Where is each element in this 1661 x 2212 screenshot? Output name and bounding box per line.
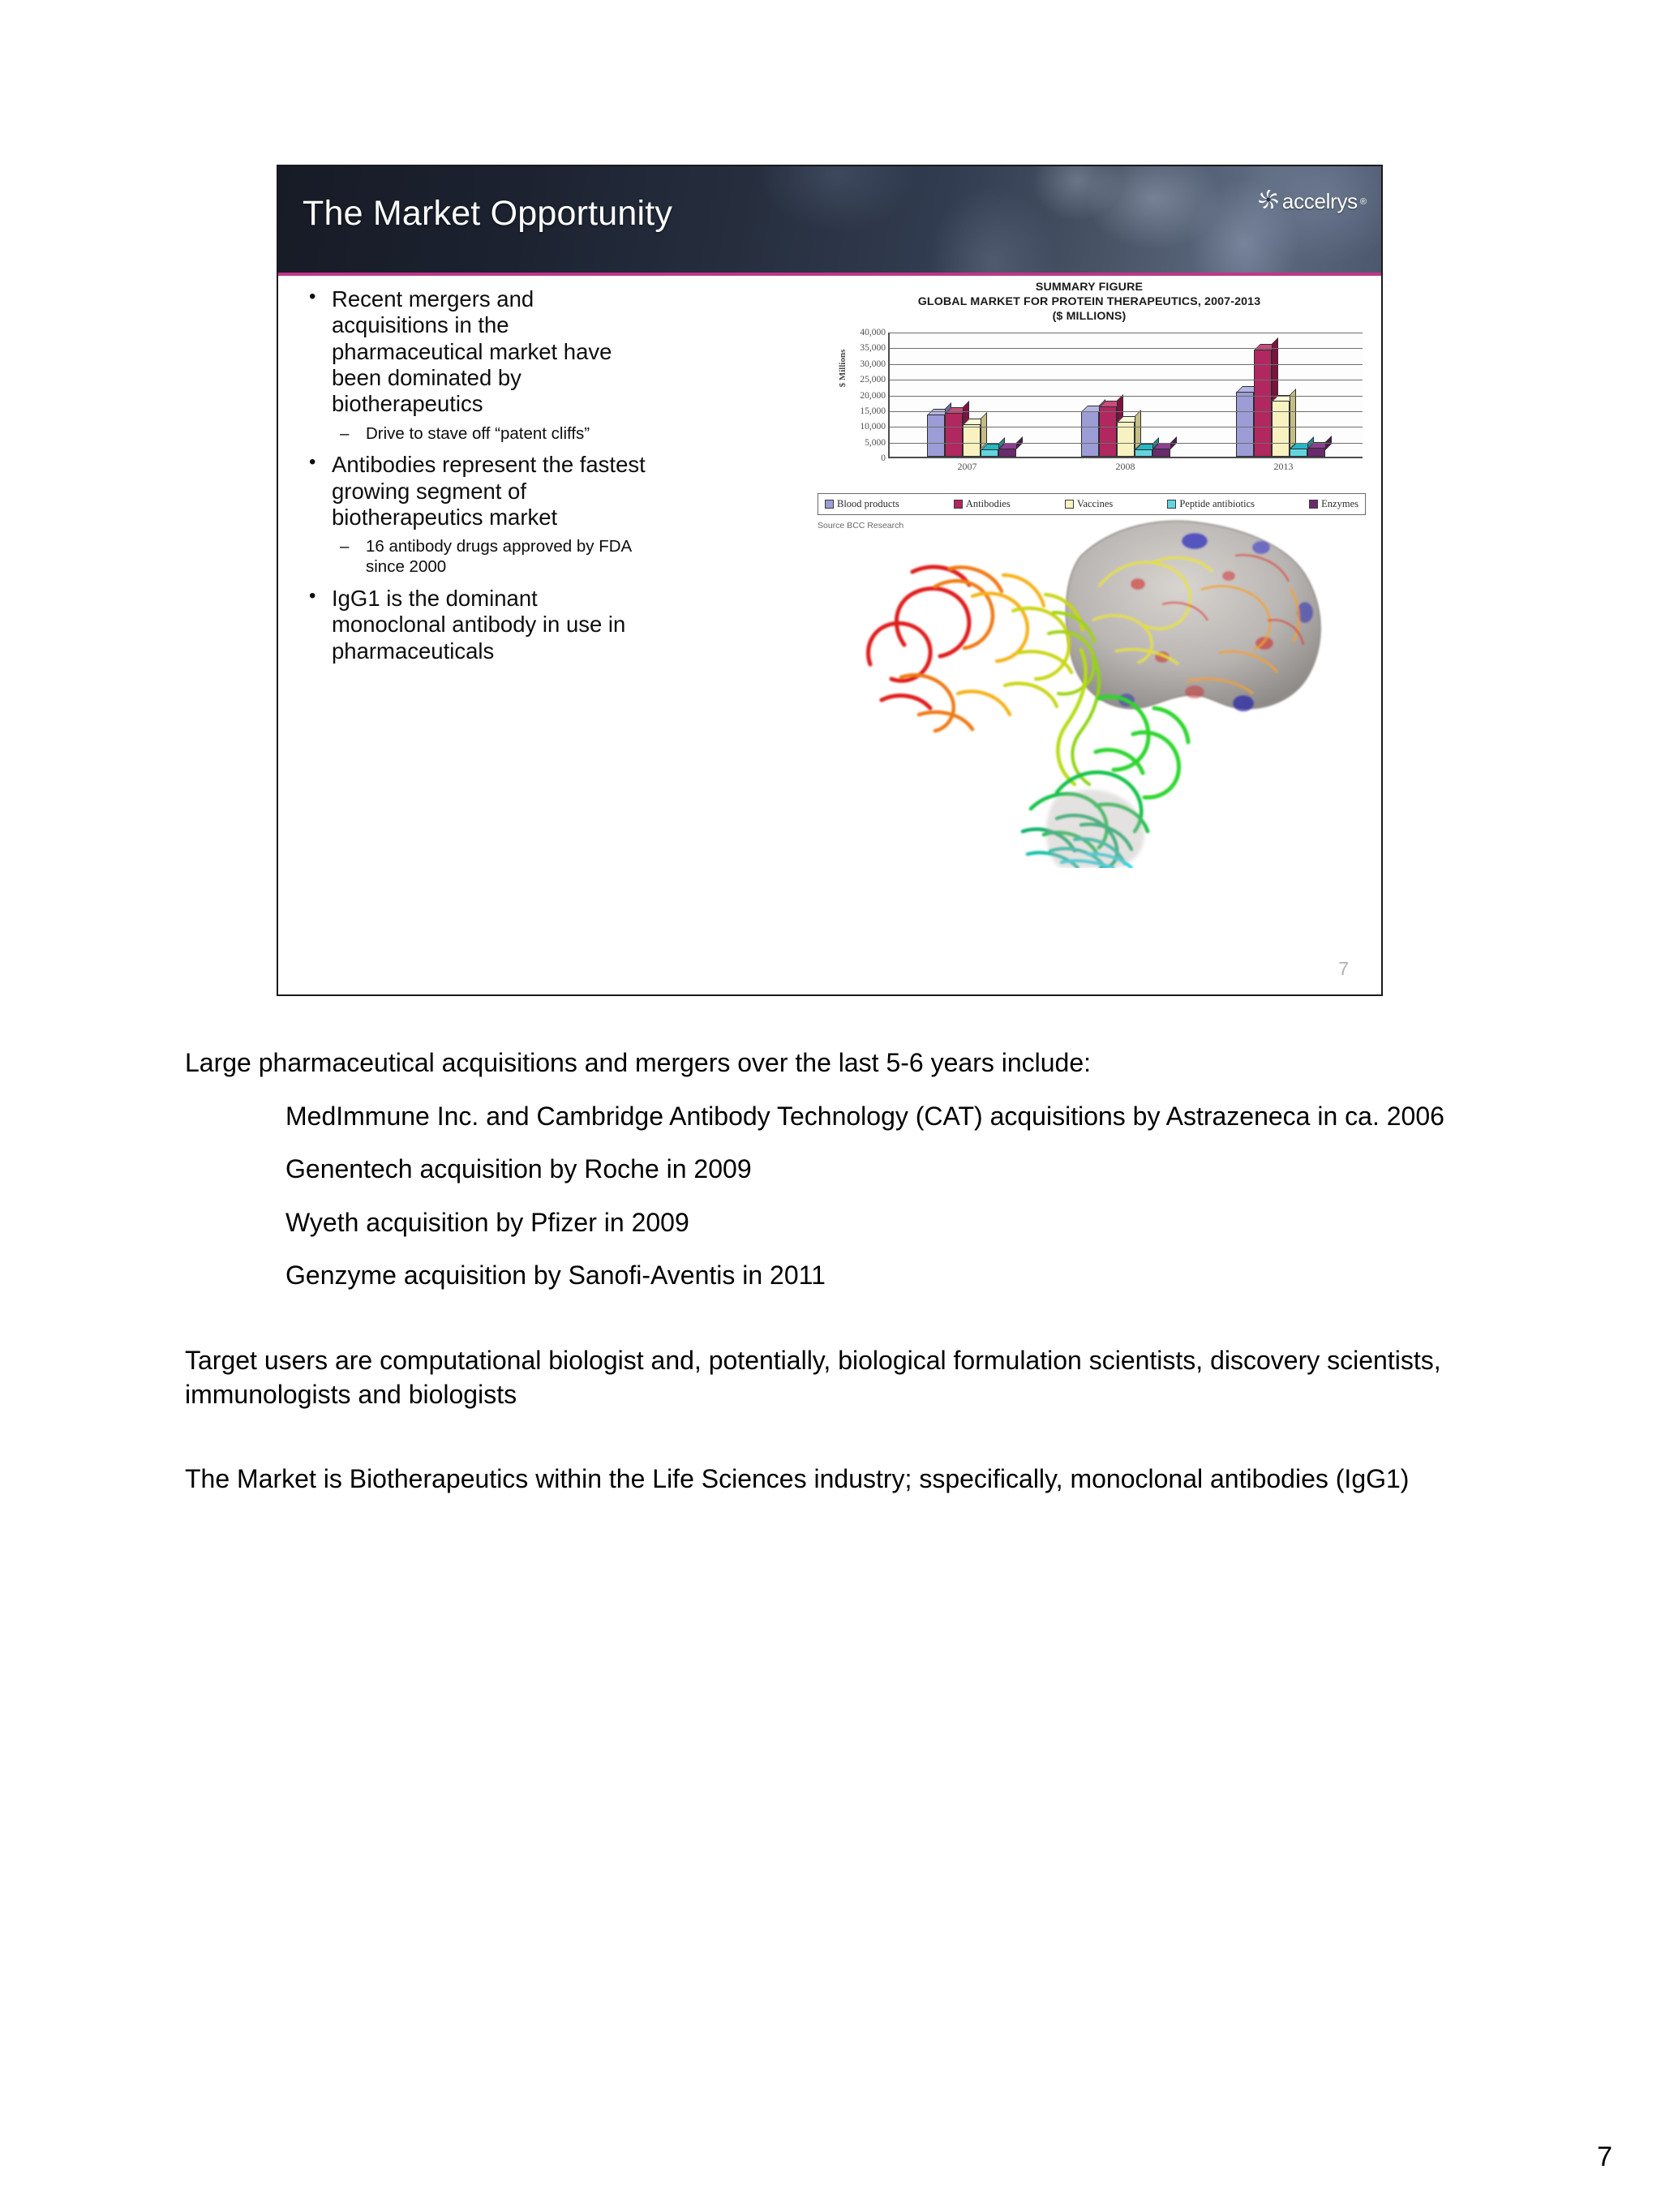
notes-list-item: MedImmune Inc. and Cambridge Antibody Technology (CAT) acquisitions by Astrazeneca in ca. 2006 [285,1101,1444,1131]
notes-list-item: Genzyme acquisition by Sanofi-Aventis in 2011 [285,1261,826,1291]
slide-number: 7 [1338,958,1349,979]
bullet-subitem: – Drive to stave off “patent cliffs” [298,424,646,445]
chart-legend-label: Antibodies [965,498,1011,510]
notes-section [0,1046,1661,1497]
chart-y-tick-label: 35,000 [860,343,886,354]
chart-gridline [890,396,1363,397]
chart-bar [1254,350,1272,457]
chart-title [809,280,1369,324]
chart-bar [1152,449,1170,457]
chart-y-tick-label: 20,000 [860,390,886,401]
page-number: 7 [1597,2141,1612,2172]
chart-title-line2: GLOBAL MARKET FOR PROTEIN THERAPEUTICS, 2007-2013 [917,295,1261,309]
chart-legend-label: Enzymes [1321,498,1358,510]
chart-plot-area [809,328,1369,473]
bullet-item: • IgG1 is the dominant monoclonal antibody in use in pharmaceuticals [298,586,646,664]
chart-source-note: Source BCC Research [818,521,904,531]
chart-bar-group [1236,333,1325,457]
chart-gridline [890,348,1363,349]
notes-intro-line: Large pharmaceutical acquisitions and mergers over the last 5-6 years include: [185,1048,1092,1077]
chart-gridline [890,411,1363,412]
chart-bar [1099,406,1117,457]
chart-bar [1135,449,1152,457]
chart-x-axis-labels [888,461,1363,473]
chart-bar [1236,392,1254,457]
chart-legend-label: Vaccines [1076,498,1114,510]
chart-bar [963,424,981,457]
chart-gridline [890,364,1363,365]
chart-y-tick-label: 30,000 [860,359,886,369]
bullet-item: • Antibodies represent the fastest growing segment of biotherapeutics market [298,452,646,530]
chart-x-tick-label: 2007 [957,461,977,473]
notes-paragraph-market: The Market is Biotherapeutics within the Life Sciences industry; sspecifically, monoclonal antibodies (IgG1) [185,1464,1410,1494]
notes-spacer [0,1293,1661,1343]
accelrys-logo [1256,187,1367,216]
chart-x-tick-label: 2013 [1273,461,1294,473]
slide-bullet-list [298,286,646,669]
notes-list-item: Wyeth acquisition by Pfizer in 2009 [285,1207,689,1237]
chart-bar [1307,448,1325,457]
chart-y-axis-ticks [834,328,886,464]
chart-legend-label: Blood products [837,498,899,510]
chart-title-line3: ($ MILLIONS) [1052,310,1127,324]
chart-bar [945,413,963,457]
chart-bar [1290,449,1307,457]
chart-bar [998,449,1016,457]
chart-y-tick-label: 40,000 [860,328,886,338]
registered-trademark-icon: ® [1359,196,1367,207]
notes-spacer [0,1411,1661,1462]
chart-y-tick-label: 25,000 [860,375,886,385]
chart-y-tick-label: 15,000 [860,406,886,416]
chart-y-axis-label: $ Millions [838,349,848,388]
bullet-subitem: – 16 antibody drugs approved by FDA since 2000 [298,537,646,578]
chart-bar [1272,401,1290,457]
antigen-surface [1066,521,1320,711]
notes-list-item: Genentech acquisition by Roche in 2009 [285,1154,752,1184]
chart-gridline [890,443,1363,444]
chart-y-tick-label: 5,000 [865,437,886,448]
slide-header-banner [278,166,1381,276]
accelrys-logo-text: accelrys [1281,189,1358,213]
chart-legend-label: Peptide antibiotics [1179,498,1255,510]
antibody-structure-figure [813,491,1349,868]
fc-domain-green [1023,697,1188,868]
chart-title-line1: SUMMARY FIGURE [1035,281,1144,294]
chart-y-tick-label: 10,000 [860,422,886,432]
fab-arm-red [869,567,1095,731]
chart-bar [1081,411,1099,457]
accelrys-pinwheel-icon [1256,187,1281,216]
chart-bar-group [1081,333,1170,457]
chart-bar [927,414,945,457]
chart-bar-group [927,333,1016,457]
chart-bar [981,449,998,457]
presentation-slide [277,165,1383,996]
chart-bar-groups [890,333,1363,457]
bullet-item: • Recent mergers and acquisitions in the pharmaceutical market have been dominated by biotherapeutics [298,286,646,418]
chart-plot [888,333,1363,458]
slide-title: The Market Opportunity [303,194,673,233]
chart-y-tick-label: 0 [881,453,886,464]
chart-x-tick-label: 2008 [1115,461,1135,473]
notes-paragraph-target-users: Target users are computational biologist and, potentially, biological formulation scientists, discovery scientists, immunologists and biologists [185,1345,1441,1410]
